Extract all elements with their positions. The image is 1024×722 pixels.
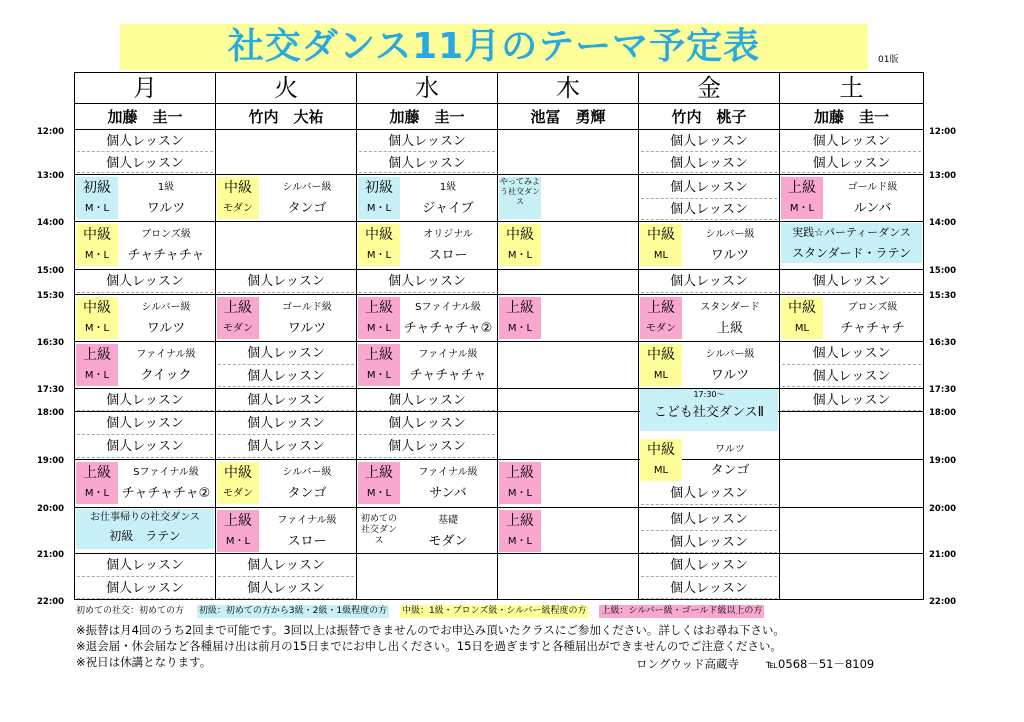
class-dance xyxy=(683,297,777,339)
class-level xyxy=(640,224,682,266)
level-name: 中級 xyxy=(224,465,252,481)
time-label: 14:00 xyxy=(929,218,957,228)
dance-grade: 基礎 xyxy=(438,515,458,526)
row-divider xyxy=(75,221,923,222)
dance-grade: 1級 xyxy=(439,182,457,193)
row-divider xyxy=(75,411,923,412)
class-level xyxy=(640,297,682,339)
class-level xyxy=(499,297,541,339)
private-lesson: 個人レッスン xyxy=(218,271,354,293)
time-label: 19:00 xyxy=(929,456,957,466)
dance-grade: シルバー級 xyxy=(705,229,755,240)
private-lesson: 個人レッスン xyxy=(77,413,213,435)
level-target: ML xyxy=(653,250,669,261)
class-dance xyxy=(119,224,213,266)
class-dance xyxy=(824,297,921,339)
class-level xyxy=(76,177,118,219)
version-label: 01版 xyxy=(878,55,899,65)
class-level xyxy=(499,510,541,552)
dance-grade: ゴールド級 xyxy=(847,182,898,193)
level-name: 中級 xyxy=(83,300,111,316)
private-lesson: 個人レッスン xyxy=(359,413,495,435)
legend xyxy=(74,605,772,618)
note-line: ※振替は月4回のうち2回まで可能です。3回以上は振替できませんのでお申込み頂いたクラスにご参加ください。詳しくはお尋ね下さい。 xyxy=(76,623,785,637)
time-label: 21:00 xyxy=(37,550,65,560)
instructor-tue: 竹内 大祐 xyxy=(248,108,324,126)
class-level xyxy=(499,224,541,266)
dance-name: チャチャチャ xyxy=(409,368,487,383)
private-lesson: 個人レッスン xyxy=(77,436,213,458)
dance-grade: 1級 xyxy=(157,182,175,193)
level-name: 初級 xyxy=(365,180,393,196)
class-level xyxy=(640,439,682,481)
dance-name: チャチャチャ② xyxy=(403,321,493,336)
day-wed: 水 xyxy=(415,74,439,102)
private-lesson: 個人レッスン xyxy=(782,131,921,152)
time-label: 15:30 xyxy=(929,291,957,301)
dance-name: タンゴ xyxy=(287,486,327,501)
level-target: M・L xyxy=(507,250,533,261)
level-name: 上級 xyxy=(506,513,534,529)
col-divider xyxy=(638,73,639,599)
dance-name: ワルツ xyxy=(287,321,327,336)
class-dance xyxy=(401,462,495,504)
private-lesson: 個人レッスン xyxy=(782,391,921,411)
private-lesson: 個人レッスン xyxy=(641,532,777,553)
private-lesson: 個人レッスン xyxy=(218,436,354,458)
private-lesson: 個人レッスン xyxy=(641,509,777,531)
level-target: M・L xyxy=(366,323,392,334)
level-target: M・L xyxy=(84,203,110,214)
time-label: 20:00 xyxy=(37,504,65,514)
day-fri: 金 xyxy=(697,74,721,102)
dance-name: ワルツ xyxy=(710,368,750,383)
level-target: M・L xyxy=(225,536,251,547)
private-lesson: 個人レッスン xyxy=(359,436,495,458)
dance-grade: ワルツ xyxy=(715,444,745,455)
instructor-thu: 池冨 勇輝 xyxy=(530,108,606,126)
time-label: 12:00 xyxy=(929,127,957,137)
level-name: 中級 xyxy=(788,300,816,316)
level-target: ML xyxy=(653,465,669,476)
level-name: 上級 xyxy=(83,347,111,363)
level-name: 上級 xyxy=(224,513,252,529)
time-label: 19:00 xyxy=(37,456,65,466)
level-name: 上級 xyxy=(224,300,252,316)
private-lesson: 個人レッスン xyxy=(641,200,777,220)
level-target: M・L xyxy=(507,536,533,547)
class-level xyxy=(640,344,682,386)
class-dance xyxy=(401,177,495,219)
class-dance xyxy=(401,297,495,339)
level-target: M・L xyxy=(507,488,533,499)
time-label: 16:30 xyxy=(37,338,65,348)
private-lesson: 個人レッスン xyxy=(359,131,495,152)
level-target: ML xyxy=(794,323,810,334)
class-dance xyxy=(401,510,495,552)
level-target: M・L xyxy=(789,203,815,214)
class-level xyxy=(76,224,118,266)
col-divider xyxy=(356,73,357,599)
level-target: モダン xyxy=(645,323,677,334)
class-level xyxy=(358,510,400,552)
class-level xyxy=(781,297,823,339)
private-lesson: 個人レッスン xyxy=(641,154,777,173)
class-level xyxy=(217,510,259,552)
class-dance xyxy=(119,177,213,219)
row-divider xyxy=(75,294,923,295)
dance-name: ルンバ xyxy=(853,201,892,216)
dance-name: クイック xyxy=(140,368,192,383)
class-dance xyxy=(260,177,354,219)
private-lesson: 個人レッスン xyxy=(218,366,354,387)
level-target: M・L xyxy=(366,203,392,214)
dance-name: タンゴ xyxy=(287,201,327,216)
dance-grade: スタンダード xyxy=(700,302,760,313)
dance-name: スロー xyxy=(428,248,468,263)
class-dance xyxy=(119,344,213,386)
dance-name: ワルツ xyxy=(146,201,186,216)
level-name: 中級 xyxy=(224,180,252,196)
class-dance xyxy=(260,510,354,552)
class-dance xyxy=(824,177,921,219)
private-lesson: 個人レッスン xyxy=(218,391,354,411)
level-name: 中級 xyxy=(83,227,111,243)
class-level xyxy=(358,297,400,339)
page-title: 社交ダンス11月のテーマ予定表 xyxy=(120,24,868,70)
row-divider xyxy=(75,459,923,460)
time-label: 18:00 xyxy=(37,408,65,418)
time-label: 22:00 xyxy=(37,597,65,607)
instructor-sat: 加藤 圭一 xyxy=(813,108,889,126)
row-divider xyxy=(75,341,923,342)
time-label: 13:00 xyxy=(929,171,957,181)
class-dance xyxy=(401,344,495,386)
level-target: M・L xyxy=(84,370,110,381)
private-lesson: 個人レッスン xyxy=(77,131,213,152)
special-class-text: 17:30～ xyxy=(693,390,725,399)
class-level xyxy=(217,297,259,339)
time-label: 18:00 xyxy=(929,408,957,418)
special-class-text: やってみよう社交ダンス xyxy=(499,177,541,206)
private-lesson: 個人レッスン xyxy=(782,343,921,365)
dance-grade: ゴールド級 xyxy=(282,302,332,313)
level-name: 上級 xyxy=(647,300,675,316)
level-name: 初めての社交ダンス xyxy=(360,514,398,546)
time-label: 16:30 xyxy=(929,338,957,348)
time-label: 15:30 xyxy=(37,291,65,301)
dance-grade: オリジナル xyxy=(423,229,473,240)
row-divider xyxy=(75,174,923,175)
class-level xyxy=(358,224,400,266)
private-lesson: 個人レッスン xyxy=(641,578,777,599)
class-level xyxy=(76,462,118,504)
private-lesson: 個人レッスン xyxy=(218,578,354,599)
level-name: 中級 xyxy=(647,227,675,243)
time-label: 12:00 xyxy=(37,127,65,137)
class-dance xyxy=(119,297,213,339)
dance-grade: Sファイナル級 xyxy=(133,467,199,478)
note-line: ※退会届・休会届など各種届け出は前月の15日までにお申し出ください。15日を過ぎますと各種届出ができませんのでご注意ください。 xyxy=(76,639,782,653)
special-class xyxy=(499,177,541,219)
row-divider xyxy=(75,269,923,270)
legend-intermediate: 中級：1級・ブロンズ級・シルバー級程度の方 xyxy=(401,606,587,616)
private-lesson: 個人レッスン xyxy=(218,555,354,577)
day-thu: 木 xyxy=(556,74,580,102)
private-lesson: 個人レッスン xyxy=(218,413,354,435)
private-lesson: 個人レッスン xyxy=(641,131,777,152)
private-lesson: 個人レッスン xyxy=(218,343,354,365)
level-target: M・L xyxy=(507,323,533,334)
level-target: M・L xyxy=(84,250,110,261)
class-dance xyxy=(260,297,354,339)
dance-grade: ブロンズ級 xyxy=(847,302,898,313)
level-name: 上級 xyxy=(365,347,393,363)
class-level xyxy=(217,177,259,219)
level-target: ML xyxy=(653,370,669,381)
special-class-text: スタンダード・ラテン xyxy=(792,246,911,260)
private-lesson: 個人レッスン xyxy=(359,271,495,293)
time-label: 17:30 xyxy=(37,385,65,395)
time-label: 13:00 xyxy=(37,171,65,181)
day-tue: 火 xyxy=(274,74,298,102)
private-lesson: 個人レッスン xyxy=(641,177,777,199)
instructor-fri: 竹内 桃子 xyxy=(671,108,747,126)
class-dance xyxy=(683,224,777,266)
level-target: M・L xyxy=(366,370,392,381)
special-class-text: 初級 ラテン xyxy=(109,529,181,543)
dance-grade: シルバー級 xyxy=(141,302,191,313)
dance-grade: ブロンズ級 xyxy=(141,229,191,240)
dance-grade: Sファイナル級 xyxy=(415,302,481,313)
level-name: 上級 xyxy=(506,300,534,316)
instructor-mon: 加藤 圭一 xyxy=(107,108,183,126)
private-lesson: 個人レッスン xyxy=(641,555,777,577)
note-line: ※祝日は休講となります。 xyxy=(76,655,212,669)
class-level xyxy=(76,344,118,386)
row-divider xyxy=(75,507,923,508)
studio-tel: ℡0568－51－8109 xyxy=(765,657,875,671)
studio-contact xyxy=(636,656,874,672)
class-level xyxy=(358,344,400,386)
dance-name: タンゴ xyxy=(710,463,750,478)
private-lesson: 個人レッスン xyxy=(359,154,495,173)
instructor-wed: 加藤 圭一 xyxy=(389,108,465,126)
level-name: 上級 xyxy=(365,465,393,481)
col-divider xyxy=(779,73,780,599)
level-target: M・L xyxy=(84,488,110,499)
private-lesson: 個人レッスン xyxy=(641,271,777,293)
special-class xyxy=(781,223,922,263)
level-name: 中級 xyxy=(506,227,534,243)
col-divider xyxy=(497,73,498,599)
level-name: 上級 xyxy=(788,180,816,196)
dance-name: チャチャチャ② xyxy=(121,486,211,501)
level-target: M・L xyxy=(84,323,110,334)
dance-name: ワルツ xyxy=(146,321,186,336)
private-lesson: 個人レッスン xyxy=(77,271,213,293)
level-name: 上級 xyxy=(83,465,111,481)
special-class-text: こども社交ダンスⅡ xyxy=(653,405,765,420)
legend-advanced: 上級：シルバー級・ゴールド級以上の方 xyxy=(601,606,763,616)
studio-name: ロングウッド高蔵寺 xyxy=(636,657,740,671)
level-target: モダン xyxy=(222,488,254,499)
class-dance xyxy=(683,344,777,386)
dance-grade: シルバー級 xyxy=(282,467,332,478)
class-dance xyxy=(683,439,777,481)
class-level xyxy=(499,462,541,504)
schedule-grid xyxy=(74,72,924,600)
class-level xyxy=(781,177,823,219)
private-lesson: 個人レッスン xyxy=(77,555,213,577)
private-lesson: 個人レッスン xyxy=(641,483,777,505)
dance-name: モダン xyxy=(428,534,468,549)
class-level xyxy=(358,177,400,219)
class-level xyxy=(217,462,259,504)
level-target: M・L xyxy=(366,488,392,499)
class-dance xyxy=(401,224,495,266)
dance-grade: ファイナル級 xyxy=(418,349,478,360)
dance-name: ジャイブ xyxy=(422,201,474,216)
special-class xyxy=(640,389,778,431)
level-name: 中級 xyxy=(365,227,393,243)
private-lesson: 個人レッスン xyxy=(77,154,213,173)
dance-name: 上級 xyxy=(716,321,743,336)
level-target: モダン xyxy=(222,323,254,334)
class-dance xyxy=(119,462,213,504)
dance-grade: シルバー級 xyxy=(705,349,755,360)
dance-name: チャチャチャ xyxy=(127,248,205,263)
dance-grade: ファイナル級 xyxy=(418,467,478,478)
class-level xyxy=(76,297,118,339)
level-name: 中級 xyxy=(647,347,675,363)
level-target: M・L xyxy=(366,250,392,261)
level-target: モダン xyxy=(222,203,254,214)
class-dance xyxy=(260,462,354,504)
time-label: 15:00 xyxy=(37,266,65,276)
day-mon: 月 xyxy=(133,74,157,102)
level-name: 上級 xyxy=(506,465,534,481)
time-label: 21:00 xyxy=(929,550,957,560)
level-name: 上級 xyxy=(365,300,393,316)
legend-beginner-first: 初めての社交：初めての方 xyxy=(76,606,185,616)
time-label: 15:00 xyxy=(929,266,957,276)
day-sat: 土 xyxy=(839,74,864,102)
special-class xyxy=(76,509,214,549)
private-lesson: 個人レッスン xyxy=(77,578,213,599)
class-level xyxy=(358,462,400,504)
row-divider xyxy=(75,553,923,554)
dance-name: ワルツ xyxy=(710,248,750,263)
dance-name: スロー xyxy=(287,534,327,549)
dance-name: チャチャチ xyxy=(840,321,905,336)
level-name: 初級 xyxy=(83,180,111,196)
time-label: 17:30 xyxy=(929,385,957,395)
special-class-text: 実践☆パーティーダンス xyxy=(792,226,911,239)
legend-beginner: 初級：初めての方から3級・2級・1級程度の方 xyxy=(198,606,388,616)
private-lesson: 個人レッスン xyxy=(359,391,495,411)
level-name: 中級 xyxy=(647,442,675,458)
time-label: 20:00 xyxy=(929,504,957,514)
private-lesson: 個人レッスン xyxy=(77,391,213,411)
time-label: 22:00 xyxy=(929,597,957,607)
special-class-text: お仕事帰りの社交ダンス xyxy=(90,512,200,523)
row-divider xyxy=(75,388,923,389)
time-label: 14:00 xyxy=(37,218,65,228)
private-lesson: 個人レッスン xyxy=(782,271,921,293)
dance-grade: ファイナル級 xyxy=(136,349,196,360)
private-lesson: 個人レッスン xyxy=(782,366,921,387)
dance-name: サンバ xyxy=(429,486,467,501)
col-divider xyxy=(215,73,216,599)
dance-grade: シルバー級 xyxy=(282,182,332,193)
private-lesson: 個人レッスン xyxy=(782,154,921,173)
dance-grade: ファイナル級 xyxy=(277,515,337,526)
